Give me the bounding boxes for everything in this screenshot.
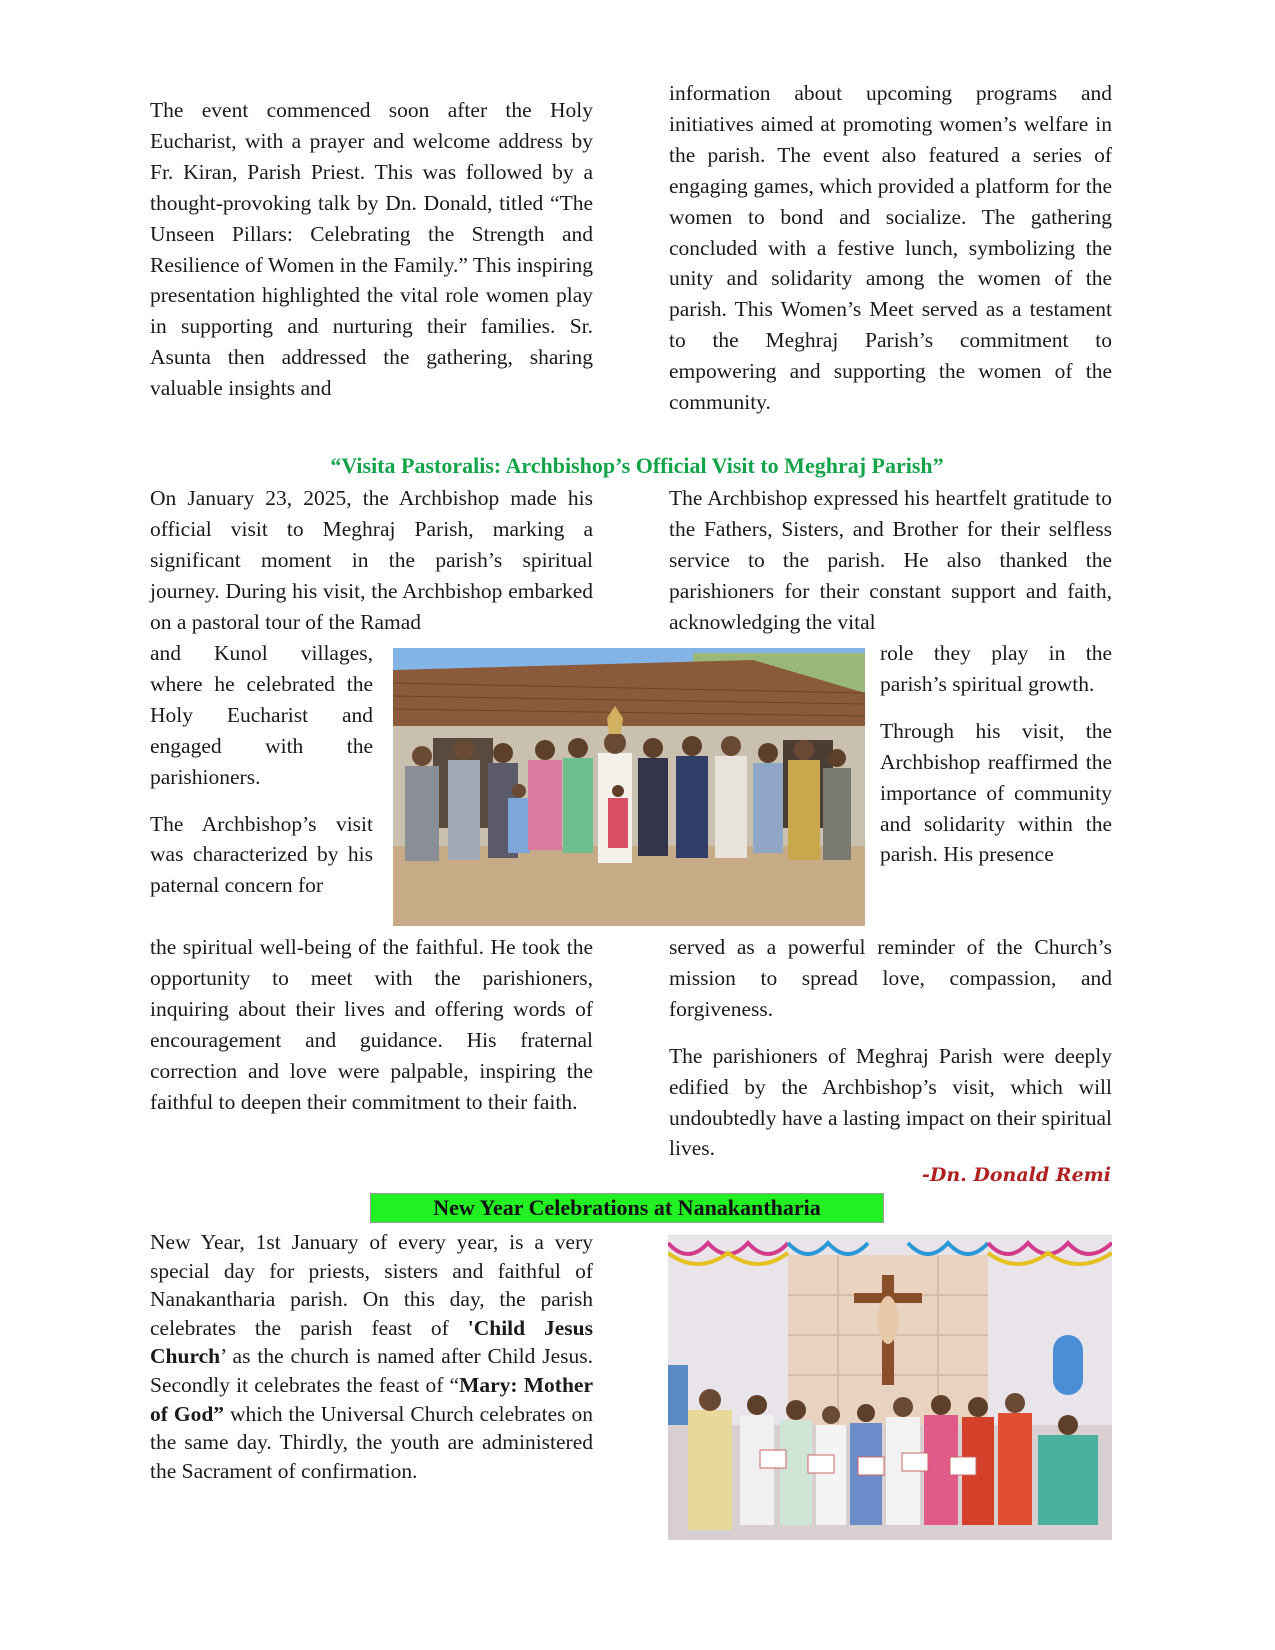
article1-right-wrap-p2: Through his visit, the Archbishop reaffirmed the importance of community and solidarity within the parish. His presence [880, 718, 1112, 867]
confirmation-group-photo [668, 1235, 1112, 1540]
article2-paragraph [150, 1228, 593, 1485]
archbishop-group-photo [393, 648, 865, 926]
article1-right-bottom-p1: served as a powerful reminder of the Church’s mission to spread love, compassion, and forgiveness. [669, 935, 1112, 1021]
article2-title: New Year Celebrations at Nanakantharia [370, 1193, 884, 1223]
article1-right-wrap [880, 638, 1112, 870]
article1-title: “Visita Pastoralis: Archbishop’s Official Visit to Meghraj Parish” [330, 453, 944, 478]
article1-left-wrap-p1: and Kunol villages, where he celebrated the Holy Eucharist and engaged with the parishioners. [150, 641, 373, 789]
article1-right-bottom-p2: The parishioners of Meghraj Parish were deeply edified by the Archbishop’s visit, which will undoubtedly have a lasting impact on their spiritual lives. [669, 1043, 1112, 1161]
article1-right-intro [669, 483, 1112, 638]
article2-text-part2: ’ as the church is named after Child Jesus. Secondly it celebrates the feast of “ [150, 1344, 593, 1397]
col2-top-paragraph: information about upcoming programs and initiatives aimed at promoting women’s welfare in the parish. The event also featured a series of engaging games, which provided a platform for the women to bond and socialize. The gathering concluded with a festive lunch, symbolizing the unity and solidarity among the women of the parish. This Women’s Meet served as a testament to the Meghraj Parish’s commitment to empowering and supporting the women of the community. [669, 81, 1112, 415]
article2-text-part1: New Year, 1st January of every year, is a very special day for priests, sisters and faithful of Nanakantharia parish. On this day, the parish celebrates the parish feast of [150, 1230, 593, 1340]
col1-top-paragraph: The event commenced soon after the Holy Eucharist, with a prayer and welcome address by Fr. Kiran, Parish Priest. This was followed by a thought-provoking talk by Dn. Donald, titled “The Unseen Pillars: Celebrating the Strength and Resilience of Women in the Family.” This inspiring presentation highlighted the vital role women play in supporting and nurturing their families. Sr. Asunta then addressed the gathering, sharing valuable insights and [150, 98, 593, 401]
article1-right-intro-paragraph: The Archbishop expressed his heartfelt gratitude to the Fathers, Sisters, and Brother for their selfless service to the parish. He also thanked the parishioners for their constant support and faith, acknowledging the vital [669, 486, 1112, 634]
article1-left-intro-paragraph: On January 23, 2025, the Archbishop made his official visit to Meghraj Parish, marking a significant moment in the parish’s spiritual journey. During his visit, the Archbishop embarked on a pastoral tour of the Ramad [150, 486, 593, 634]
article1-left-wrap [150, 638, 373, 901]
church-photo-illustration [668, 1235, 1112, 1540]
author-signature: -Dn. Donald Remi [922, 1164, 1111, 1186]
group-photo-illustration [393, 648, 865, 926]
article1-left-bottom-paragraph: the spiritual well-being of the faithful. He took the opportunity to meet with the parishioners, inquiring about their lives and offering words of encouragement and guidance. His fraternal correction and love were palpable, inspiring the faithful to deepen their commitment to their faith. [150, 935, 593, 1114]
article2-bold-mary: Mary: Mother of God” [150, 1372, 593, 1426]
article2-text [150, 1228, 593, 1485]
col2-top-text [669, 78, 1112, 418]
article1-left-intro [150, 483, 593, 638]
article2-bold-church: 'Child Jesus Church [150, 1315, 593, 1369]
article2-text-part3: which the Universal Church celebrates on the same day. Thirdly, the youth are administered the Sacrament of confirmation. [150, 1401, 593, 1483]
article1-left-wrap-p2: The Archbishop’s visit was characterized by his paternal concern for [150, 811, 373, 898]
article1-right-wrap-p1: role they play in the parish’s spiritual growth. [880, 641, 1112, 696]
col1-top-text [150, 95, 593, 404]
article1-left-bottom [150, 932, 593, 1117]
article1-right-bottom [669, 932, 1112, 1164]
